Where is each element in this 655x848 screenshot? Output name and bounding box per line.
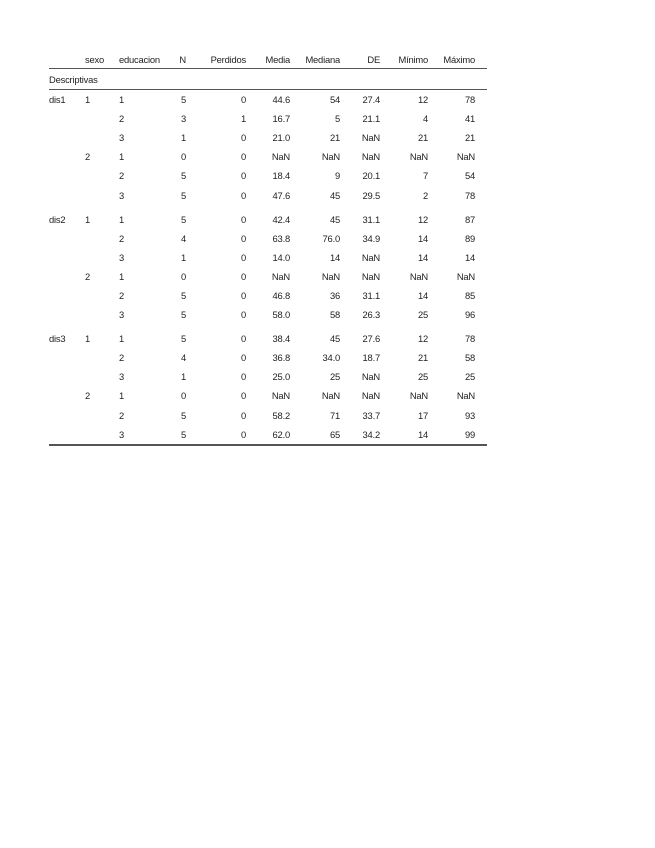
cell-variable <box>49 109 85 128</box>
cell-educacion: 3 <box>119 425 177 445</box>
cell-n: 5 <box>180 94 186 106</box>
table-row <box>49 286 487 305</box>
cell-perdidos: 0 <box>240 309 246 321</box>
cell-maximo: 99 <box>428 425 475 445</box>
cell-spacer <box>475 210 487 229</box>
table-body <box>49 69 487 445</box>
cell-perdidos: 0 <box>240 352 246 364</box>
cell-educacion: 2 <box>119 232 125 244</box>
cell-mediana: 65 <box>290 425 340 445</box>
header-mediana: Mediana <box>290 50 340 69</box>
cell-n: 5 <box>180 213 186 225</box>
cell-minimo: 2 <box>422 189 428 201</box>
cell-perdidos: 0 <box>240 132 246 144</box>
descriptives-table-container <box>49 50 487 446</box>
cell-spacer <box>475 305 487 324</box>
table-row <box>49 367 487 386</box>
cell-media: 44.6 <box>272 94 290 106</box>
cell-educacion: 2 <box>119 170 125 182</box>
cell-spacer <box>475 386 487 405</box>
cell-minimo: 12 <box>417 94 428 106</box>
cell-spacer <box>475 367 487 386</box>
cell-educacion: 1 <box>119 390 125 402</box>
cell-perdidos: 0 <box>240 270 246 282</box>
cell-spacer <box>475 90 487 110</box>
cell-variable <box>49 386 85 405</box>
cell-perdidos: 1 <box>240 113 246 125</box>
cell-minimo: 17 <box>417 409 428 421</box>
cell-educacion: 3 <box>119 371 125 383</box>
cell-minimo: 21 <box>417 352 428 364</box>
cell-sexo <box>85 166 119 185</box>
cell-de: 34.2 <box>340 425 380 445</box>
cell-sexo <box>85 229 119 248</box>
cell-maximo: 78 <box>464 333 475 345</box>
cell-de: 29.5 <box>362 189 380 201</box>
table-row <box>49 109 487 128</box>
cell-perdidos: 0 <box>240 189 246 201</box>
cell-mediana: 21 <box>329 132 340 144</box>
cell-sexo: 2 <box>85 390 91 402</box>
cell-sexo <box>85 425 119 445</box>
cell-de: 18.7 <box>362 352 380 364</box>
cell-educacion: 1 <box>119 151 125 163</box>
cell-media: 18.4 <box>272 170 290 182</box>
cell-de: 27.6 <box>362 333 380 345</box>
cell-mediana: NaN <box>321 390 340 402</box>
cell-spacer <box>475 166 487 185</box>
cell-media: NaN <box>271 390 290 402</box>
cell-mediana: 54 <box>329 94 340 106</box>
cell-media: 36.8 <box>272 352 290 364</box>
cell-variable <box>49 185 85 204</box>
cell-minimo: 14 <box>417 251 428 263</box>
cell-spacer <box>475 147 487 166</box>
cell-perdidos: 0 <box>240 409 246 421</box>
cell-n: 3 <box>180 113 186 125</box>
cell-sexo: 2 <box>85 270 91 282</box>
cell-sexo <box>85 286 119 305</box>
cell-spacer <box>475 109 487 128</box>
cell-de: NaN <box>361 371 380 383</box>
table-title-row <box>49 69 487 90</box>
table-row <box>49 210 487 229</box>
cell-variable <box>49 229 85 248</box>
cell-mediana: 71 <box>329 409 340 421</box>
cell-n: 0 <box>180 151 186 163</box>
cell-minimo: 12 <box>417 333 428 345</box>
cell-sexo: 1 <box>85 94 91 106</box>
cell-mediana: 45 <box>329 189 340 201</box>
cell-minimo: 14 <box>417 289 428 301</box>
table-title: Descriptivas <box>49 69 487 90</box>
cell-perdidos: 0 <box>240 371 246 383</box>
cell-perdidos: 0 <box>240 289 246 301</box>
cell-spacer <box>475 348 487 367</box>
cell-n: 1 <box>180 132 186 144</box>
cell-sexo <box>85 367 119 386</box>
table-row <box>49 329 487 348</box>
cell-de: 31.1 <box>362 213 380 225</box>
table-row <box>49 90 487 110</box>
cell-mediana: NaN <box>321 151 340 163</box>
cell-de: 21.1 <box>362 113 380 125</box>
cell-sexo: 2 <box>85 151 91 163</box>
table-row <box>49 305 487 324</box>
cell-n: 0 <box>180 270 186 282</box>
cell-spacer <box>475 267 487 286</box>
cell-spacer <box>475 425 487 445</box>
cell-maximo: 96 <box>464 309 475 321</box>
cell-minimo: 4 <box>422 113 428 125</box>
cell-media: 21.0 <box>272 132 290 144</box>
cell-variable: dis2 <box>49 213 66 225</box>
cell-sexo: 1 <box>85 213 91 225</box>
cell-perdidos: 0 <box>240 170 246 182</box>
cell-variable: dis1 <box>49 94 66 106</box>
header-spacer <box>475 50 487 69</box>
cell-de: NaN <box>361 251 380 263</box>
cell-spacer <box>475 248 487 267</box>
cell-perdidos: 0 <box>240 213 246 225</box>
cell-n: 5 <box>180 170 186 182</box>
cell-variable: dis3 <box>49 333 66 345</box>
cell-sexo <box>85 348 119 367</box>
cell-mediana: 36 <box>329 289 340 301</box>
cell-minimo: NaN <box>409 270 428 282</box>
cell-maximo: 85 <box>464 289 475 301</box>
cell-minimo: 12 <box>417 213 428 225</box>
cell-media: 14.0 <box>272 251 290 263</box>
cell-variable <box>49 367 85 386</box>
cell-n: 5 <box>180 289 186 301</box>
cell-minimo: 7 <box>422 170 428 182</box>
cell-maximo: 41 <box>464 113 475 125</box>
cell-educacion: 1 <box>119 333 125 345</box>
cell-sexo <box>85 109 119 128</box>
header-perdidos: Perdidos <box>186 50 246 69</box>
cell-educacion: 2 <box>119 289 125 301</box>
cell-educacion: 3 <box>119 132 125 144</box>
cell-media: 62.0 <box>246 425 290 445</box>
cell-n: 5 <box>180 409 186 421</box>
cell-n: 0 <box>180 390 186 402</box>
cell-perdidos: 0 <box>186 425 246 445</box>
cell-media: NaN <box>271 270 290 282</box>
cell-maximo: 58 <box>464 352 475 364</box>
cell-mediana: 5 <box>334 113 340 125</box>
cell-perdidos: 0 <box>240 94 246 106</box>
cell-variable <box>49 248 85 267</box>
cell-variable <box>49 286 85 305</box>
cell-maximo: 87 <box>464 213 475 225</box>
cell-perdidos: 0 <box>240 333 246 345</box>
cell-mediana: 45 <box>329 333 340 345</box>
cell-de: 34.9 <box>362 232 380 244</box>
cell-de: 26.3 <box>362 309 380 321</box>
cell-educacion: 1 <box>119 270 125 282</box>
cell-spacer <box>475 406 487 425</box>
cell-media: 25.0 <box>272 371 290 383</box>
cell-media: 16.7 <box>272 113 290 125</box>
cell-media: 38.4 <box>272 333 290 345</box>
cell-sexo: 1 <box>85 333 91 345</box>
cell-minimo: 25 <box>417 371 428 383</box>
cell-sexo <box>85 128 119 147</box>
descriptives-table <box>49 50 487 446</box>
cell-perdidos: 0 <box>240 151 246 163</box>
cell-perdidos: 0 <box>240 251 246 263</box>
header-variable <box>49 50 85 69</box>
table-row <box>49 248 487 267</box>
cell-maximo: 93 <box>464 409 475 421</box>
cell-variable <box>49 147 85 166</box>
cell-de: 20.1 <box>362 170 380 182</box>
cell-educacion: 2 <box>119 409 125 421</box>
cell-perdidos: 0 <box>240 390 246 402</box>
cell-maximo: 78 <box>464 94 475 106</box>
cell-n: 4 <box>180 232 186 244</box>
cell-sexo <box>85 406 119 425</box>
cell-maximo: NaN <box>456 390 475 402</box>
cell-variable <box>49 348 85 367</box>
cell-n: 1 <box>180 371 186 383</box>
cell-n: 5 <box>180 189 186 201</box>
cell-mediana: 45 <box>329 213 340 225</box>
cell-minimo: 21 <box>417 132 428 144</box>
table-row <box>49 425 487 445</box>
cell-minimo: 14 <box>417 232 428 244</box>
header-media: Media <box>246 50 290 69</box>
cell-n: 5 <box>180 309 186 321</box>
table-row <box>49 147 487 166</box>
cell-perdidos: 0 <box>240 232 246 244</box>
cell-variable <box>49 305 85 324</box>
cell-n: 5 <box>180 333 186 345</box>
cell-maximo: 78 <box>464 189 475 201</box>
cell-de: 33.7 <box>362 409 380 421</box>
table-row <box>49 406 487 425</box>
cell-educacion: 1 <box>119 213 125 225</box>
cell-de: NaN <box>361 390 380 402</box>
cell-minimo: 14 <box>380 425 428 445</box>
header-educacion: educacion <box>119 50 177 69</box>
cell-maximo: 54 <box>464 170 475 182</box>
cell-educacion: 3 <box>119 251 125 263</box>
cell-media: 63.8 <box>272 232 290 244</box>
header-minimo: Mínimo <box>380 50 428 69</box>
cell-media: 58.0 <box>272 309 290 321</box>
table-row <box>49 229 487 248</box>
cell-variable <box>49 128 85 147</box>
cell-de: NaN <box>361 132 380 144</box>
cell-variable <box>49 425 85 445</box>
cell-maximo: 21 <box>464 132 475 144</box>
cell-variable <box>49 166 85 185</box>
cell-n: 4 <box>180 352 186 364</box>
cell-mediana: 76.0 <box>322 232 340 244</box>
cell-n: 1 <box>180 251 186 263</box>
cell-mediana: NaN <box>321 270 340 282</box>
cell-maximo: NaN <box>456 151 475 163</box>
header-de: DE <box>340 50 380 69</box>
cell-mediana: 14 <box>329 251 340 263</box>
table-row <box>49 386 487 405</box>
cell-variable <box>49 267 85 286</box>
cell-minimo: NaN <box>409 390 428 402</box>
header-n: N <box>177 50 186 69</box>
cell-minimo: 25 <box>417 309 428 321</box>
cell-sexo <box>85 185 119 204</box>
header-maximo: Máximo <box>428 50 475 69</box>
cell-mediana: 58 <box>329 309 340 321</box>
cell-spacer <box>475 229 487 248</box>
cell-maximo: NaN <box>456 270 475 282</box>
cell-educacion: 2 <box>119 352 125 364</box>
header-row <box>49 50 487 69</box>
cell-de: NaN <box>361 151 380 163</box>
cell-maximo: 14 <box>464 251 475 263</box>
cell-sexo <box>85 305 119 324</box>
cell-n: 5 <box>177 425 186 445</box>
cell-educacion: 3 <box>119 189 125 201</box>
cell-spacer <box>475 128 487 147</box>
cell-media: NaN <box>271 151 290 163</box>
cell-sexo <box>85 248 119 267</box>
cell-spacer <box>475 185 487 204</box>
table-row <box>49 348 487 367</box>
cell-de: 31.1 <box>362 289 380 301</box>
cell-media: 58.2 <box>272 409 290 421</box>
table-row <box>49 267 487 286</box>
table-row <box>49 185 487 204</box>
cell-educacion: 3 <box>119 309 125 321</box>
cell-maximo: 25 <box>464 371 475 383</box>
cell-spacer <box>475 329 487 348</box>
cell-minimo: NaN <box>409 151 428 163</box>
cell-educacion: 1 <box>119 94 125 106</box>
header-sexo: sexo <box>85 50 119 69</box>
table-row <box>49 128 487 147</box>
cell-mediana: 25 <box>329 371 340 383</box>
cell-mediana: 34.0 <box>322 352 340 364</box>
cell-educacion: 2 <box>119 113 125 125</box>
cell-mediana: 9 <box>334 170 340 182</box>
table-row <box>49 166 487 185</box>
cell-media: 47.6 <box>272 189 290 201</box>
cell-spacer <box>475 286 487 305</box>
cell-media: 42.4 <box>272 213 290 225</box>
cell-media: 46.8 <box>272 289 290 301</box>
cell-maximo: 89 <box>464 232 475 244</box>
cell-variable <box>49 406 85 425</box>
cell-de: NaN <box>361 270 380 282</box>
cell-de: 27.4 <box>362 94 380 106</box>
